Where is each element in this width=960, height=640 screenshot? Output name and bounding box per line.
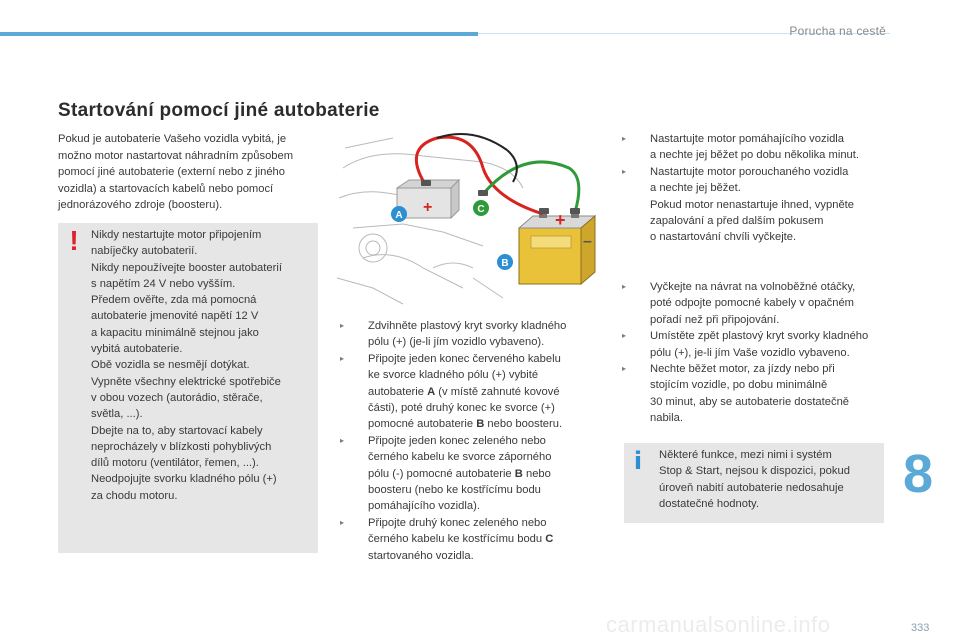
chapter-number: 8 xyxy=(903,444,934,504)
watermark: carmanualsonline.info xyxy=(606,612,831,637)
header-accent-bar xyxy=(0,32,478,36)
step-item xyxy=(340,515,602,564)
plus-mark-b: + xyxy=(555,210,566,230)
step-text: Připojte druhý konec zeleného nebo černého kabelu ke kostřícímu bodu C startovaného vozidla. xyxy=(368,516,554,562)
step-text: Nastartujte motor porouchaného vozidla a nechte jej běžet. Pokud motor nenastartuje ihned, vypněte zapalování a před dalším pokusem o nastartování chvíli vyčkejte. xyxy=(650,165,854,244)
step-item xyxy=(340,433,602,515)
svg-text:B: B xyxy=(501,258,509,269)
step-item xyxy=(622,328,890,361)
label-a xyxy=(391,206,407,222)
chapter-label: Porucha na cestě xyxy=(789,24,886,38)
step-item xyxy=(340,318,602,351)
exclamation-icon: ! xyxy=(69,225,79,256)
bullet-icon: ▸ xyxy=(340,517,345,527)
step-text: Nechte běžet motor, za jízdy nebo při stojícím vozidle, po dobu minimálně 30 minut, aby se autobaterie dostatečně nabila. xyxy=(650,363,850,425)
bullet-icon: ▸ xyxy=(340,435,345,445)
plus-mark-a: + xyxy=(423,199,433,216)
step-text: Připojte jeden konec červeného kabelu ke svorce kladného pólu (+) vybité autobaterie A (v místě zahnuté kovové části), poté druhý konec ke svorce (+) pomocné autobaterie B nebo boosteru. xyxy=(368,352,563,431)
bullet-icon: ▸ xyxy=(622,364,627,374)
jump-start-illustration xyxy=(333,128,601,305)
step-item xyxy=(622,361,890,427)
svg-text:A: A xyxy=(395,210,403,221)
bullet-icon: ▸ xyxy=(622,331,627,341)
step-text: Připojte jeden konec zeleného nebo černého kabelu ke svorce záporného pólu (-) pomocné autobaterie B nebo boosteru (nebo ke kostřícímu bodu pomáhajícího vozidla). xyxy=(368,434,552,513)
label-b xyxy=(497,254,513,270)
intro-paragraph: Pokud je autobaterie Vašeho vozidla vybitá, je možno motor nastartovat náhradním způsobem pomocí jiné autobaterie (externí nebo z jiného vozidla) a startovacích kabelů nebo pomocí jednorázového zdroje (boosteru). xyxy=(58,133,294,212)
svg-text:C: C xyxy=(477,204,485,215)
label-c xyxy=(473,200,489,216)
steps-right-list-2 xyxy=(622,279,890,427)
page-number: 333 xyxy=(911,622,930,634)
step-item xyxy=(340,351,602,433)
step-item xyxy=(622,164,890,246)
warning-text: Nikdy nestartujte motor připojením nabíječky autobaterií. Nikdy nepoužívejte booster autobaterií s napětím 24 V nebo vyšším. Předem ověřte, zda má pomocná autobaterie jmenovité napětí 12 V a kapacitu minimálně stejnou jako vybitá autobaterie. Obě vozidla se nesmějí dotýkat. Vypněte všechny elektrické spotřebiče v obou vozech (autorádio, stěrače, světla, ...). Dbejte na to, aby startovací kabely neprocházely v blízkosti pohyblivých dílů motoru (ventilátor, řemen, ...). Neodpojujte svorku kladného pólu (+) za chodu motoru. xyxy=(91,229,282,502)
bullet-icon: ▸ xyxy=(622,134,627,143)
step-item xyxy=(622,131,890,164)
step-item xyxy=(622,279,890,328)
step-text: Umístěte zpět plastový kryt svorky kladného pólu (+), je-li jím Vaše vozidlo vybaveno. xyxy=(650,330,869,359)
bullet-icon: ▸ xyxy=(622,282,627,291)
bullet-icon: ▸ xyxy=(622,166,627,176)
steps-right-list-1 xyxy=(622,131,890,246)
bullet-icon: ▸ xyxy=(340,353,345,363)
step-text: Zdvihněte plastový kryt svorky kladného pólu (+) (je-li jím vozidlo vybaveno). xyxy=(368,320,567,349)
step-text: Vyčkejte na návrat na volnoběžné otáčky, poté odpojte pomocné kabely v opačném pořadí než při připojování. xyxy=(650,281,856,326)
steps-middle-list xyxy=(340,318,602,564)
step-text: Nastartujte motor pomáhajícího vozidla a nechte jej běžet po dobu několika minut. xyxy=(650,133,859,162)
info-icon: i xyxy=(633,447,643,475)
info-text: Některé funkce, mezi nimi i systém Stop & Start, nejsou k dispozici, pokud úroveň nabití autobaterie nedosahuje dostatečné hodnoty. xyxy=(659,449,850,511)
bullet-icon: ▸ xyxy=(340,321,345,330)
minus-mark-b: – xyxy=(583,233,592,250)
section-title: Startování pomocí jiné autobaterie xyxy=(58,100,380,121)
